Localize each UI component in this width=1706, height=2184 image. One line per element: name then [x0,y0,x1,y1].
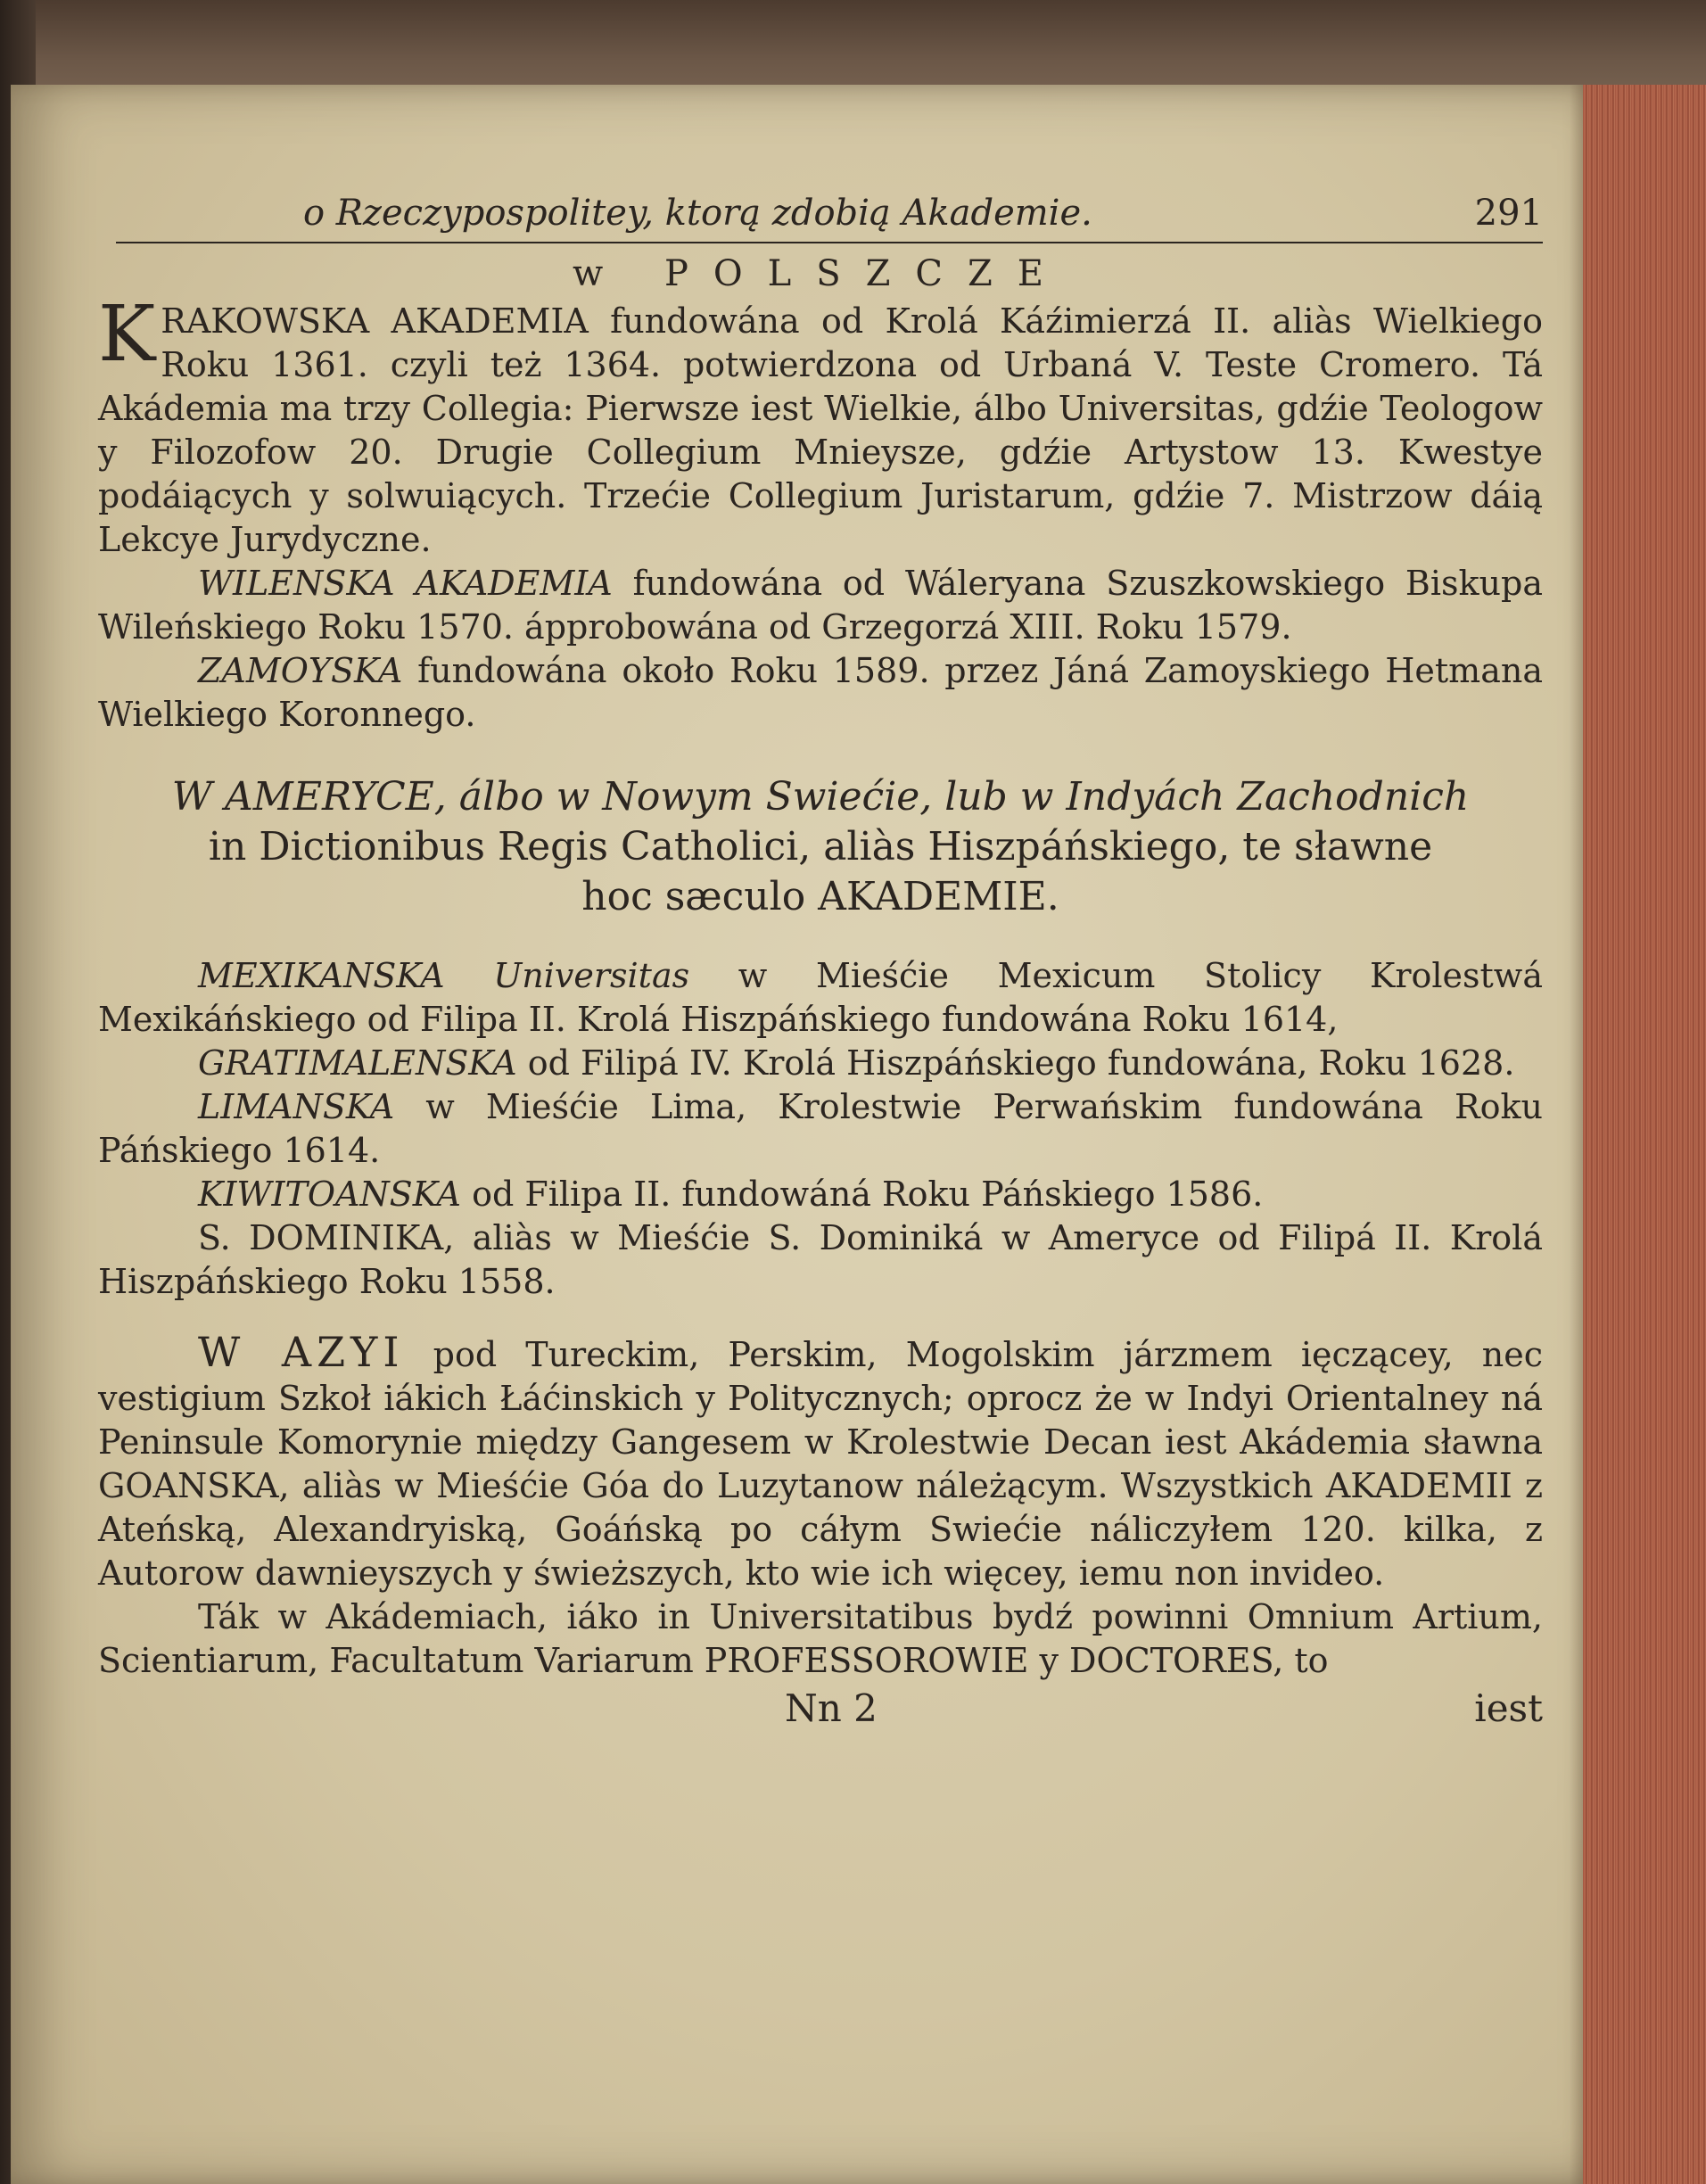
paragraph-closing [98,1595,1543,1683]
quito-text: od Filipa II. fundowáná Roku Páńskiego 1586. [472,1174,1264,1214]
paragraph-mexico [98,954,1543,1042]
dominika-label: S. DOMINIKA, [198,1218,455,1257]
paragraph-guatemala [98,1042,1543,1085]
lima-text: w Mieśćie Lima, Krolestwie Perwańskim fundowána Roku Páńskiego 1614. [98,1087,1543,1170]
paragraph-quito [98,1173,1543,1216]
asia-text: pod Tureckim, Perskim, Mogolskim járzmem ięczącey, nec vestigium Szkoł iákich Łáćinskich y Politycznych; oprocz że w Indyi Orientalney ná Peninsule Komorynie między Gangesem w Krolestwie Decan iest Akádemia sławna GOANSKA, aliàs w Mieśćie Góa do Luzytanow náleżącym. Wszystkich AKADEMII z Ateńską, Alexandryiską, Goáńską po cáłym Swiećie náliczyłem 120. kilka, z Autorow dawnieyszych y świeższych, kto wie ich więcey, iemu non invideo. [98,1335,1543,1593]
page-number: 291 [1474,193,1543,234]
closing-text: Ták w Akádemiach, iáko in Universitatibus bydź powinni Omnium Artium, Scientiarum, Facultatum Variarum PROFESSOROWIE y DOCTORES, to [98,1597,1543,1680]
paragraph-dominika [98,1216,1543,1304]
dominika-text: aliàs w Mieśćie S. Dominiká w Ameryce od Filipá II. Krolá Hiszpáńskiego Roku 1558. [98,1218,1543,1301]
mexico-text: w Mieśćie Mexicum Stolicy Krolestwá Mexikáńskiego od Filipa II. Krolá Hiszpáńskiego fundowána Roku 1614, [98,956,1543,1039]
mexico-label: MEXIKANSKA Universitas [198,956,690,995]
paragraph-zamosc [98,649,1543,737]
lima-label: LIMANSKA [198,1087,395,1126]
wilno-label: WILENSKA AKADEMIA [198,564,613,603]
zamosc-label: ZAMOYSKA [198,651,403,690]
paragraph-asia [98,1328,1543,1595]
quito-label: KIWITOANSKA [198,1174,461,1214]
section-heading-poland: w POLSZCZE [572,253,1068,294]
paragraph-krakow [98,290,1543,562]
america-title-line-1: W AMERYCE, álbo w Nowym Swiećie, lub w Indyách Zachodnich [171,774,1470,820]
paragraph-lima [98,1085,1543,1173]
asia-lead: W AZYI [198,1328,405,1376]
wilno-text: fundowána od Wáleryana Szuszkowskiego Biskupa Wileńskiego Roku 1570. ápprobowána od Grzegorzá XIII. Roku 1579. [98,564,1543,647]
header-rule [116,242,1543,243]
drop-cap: K [98,290,156,379]
page-text [98,192,1543,1740]
running-title: o Rzeczypospolitey, ktorą zdobią Akademie. [303,193,1092,234]
page-footer [98,1686,1543,1740]
catchword: iest [1474,1686,1543,1730]
guatemala-text: od Filipá IV. Krolá Hiszpáńskiego fundowána, Roku 1628. [527,1043,1515,1083]
paragraph-wilno [98,562,1543,649]
guatemala-label: GRATIMALENSKA [198,1043,517,1083]
signature-mark: Nn 2 [785,1686,878,1730]
america-title-line-3: hoc sæculo AKADEMIE. [581,874,1059,919]
america-title-line-2: in Dictionibus Regis Catholici, aliàs Hiszpáńskiego, te sławne [208,824,1433,869]
zamosc-text: fundowána około Roku 1589. przez Jáná Zamoyskiego Hetmana Wielkiego Koronnego. [98,651,1543,734]
krakow-text: RAKOWSKA AKADEMIA fundowána od Krolá Káźimierzá II. aliàs Wielkiego Roku 1361. czyli też 1364. potwierdzona od Urbaná V. Teste Cromero. Tá Akádemia ma trzy Collegia: Pierwsze iest Wielkie, álbo Universitas, gdźie Teologow y Filozofow 20. Drugie Collegium Mnieysze, gdźie Artystow 13. Kwestye podáiących y solwuiących. Trzećie Collegium Juristarum, gdźie 7. Mistrzow dáią Lekcye Jurydyczne. [98,301,1543,559]
running-header [98,192,1543,245]
section-title-america [98,772,1543,922]
fore-edge-red [1583,85,1706,2184]
